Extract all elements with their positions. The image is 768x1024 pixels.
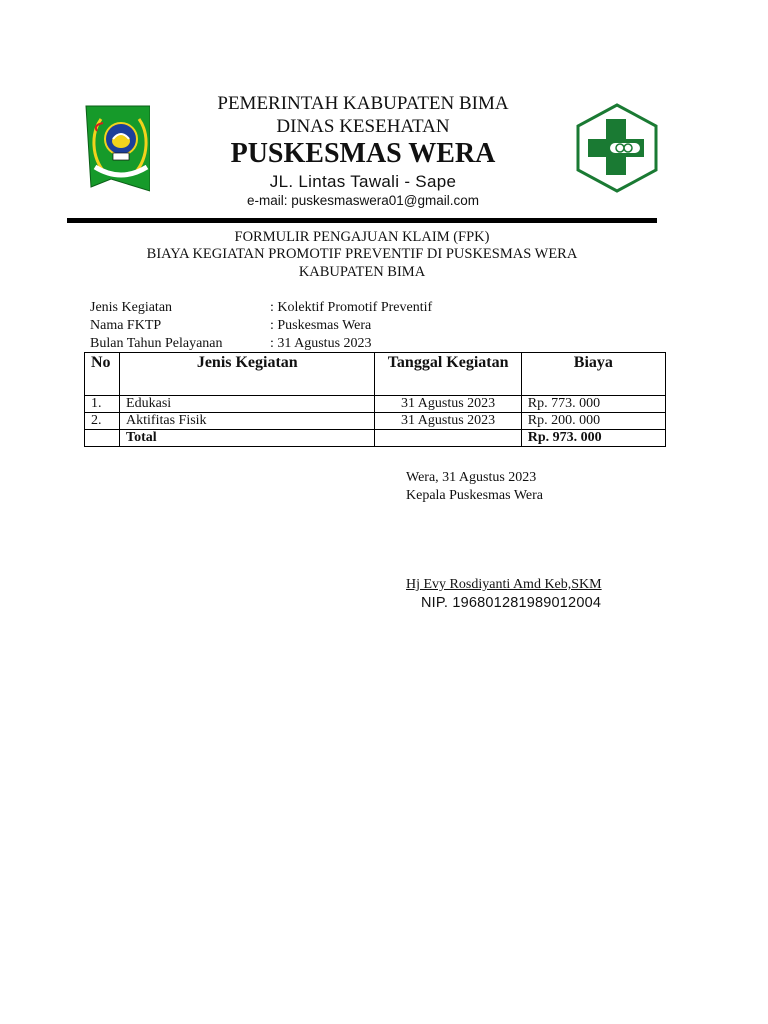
form-region: KABUPATEN BIMA — [298, 264, 426, 280]
info-value: : Puskesmas Wera — [270, 318, 372, 333]
row-cost: Rp. 773. 000 — [521, 396, 665, 413]
info-value: : Kolektif Promotif Preventif — [270, 300, 433, 315]
row-cost: Rp. 200. 000 — [521, 413, 665, 430]
info-row-service-month — [90, 336, 372, 352]
header-date: Tanggal Kegiatan — [375, 353, 521, 396]
header-no: No — [85, 353, 120, 396]
organization-heading: PUSKESMAS WERA — [230, 138, 496, 169]
total-date-cell — [375, 430, 521, 447]
signature-place-date: Wera, 31 Agustus 2023 — [406, 470, 537, 485]
header-cost: Biaya — [521, 353, 665, 396]
signatory-name: Hj Evy Rosdiyanti Amd Keb,SKM — [406, 577, 602, 592]
government-heading: PEMERINTAH KABUPATEN BIMA — [217, 93, 509, 114]
address-line: JL. Lintas Tawali - Sape — [269, 172, 457, 191]
signatory-nip: NIP. 196801281989012004 — [421, 595, 602, 611]
row-date: 31 Agustus 2023 — [375, 396, 521, 413]
form-subtitle: BIAYA KEGIATAN PROMOTIF PREVENTIF DI PUSKESMAS WERA — [146, 246, 578, 262]
table-row — [85, 413, 666, 430]
total-value: Rp. 973. 000 — [521, 430, 665, 447]
info-value: : 31 Agustus 2023 — [270, 336, 372, 351]
row-no: 1. — [85, 396, 120, 413]
puskesmas-logo-icon — [576, 103, 658, 193]
info-label: Bulan Tahun Pelayanan — [90, 336, 223, 351]
signature-position: Kepala Puskesmas Wera — [406, 488, 544, 503]
row-activity: Edukasi — [120, 396, 375, 413]
form-title: FORMULIR PENGAJUAN KLAIM (FPK) — [234, 229, 490, 245]
department-heading: DINAS KESEHATAN — [276, 116, 450, 137]
row-date: 31 Agustus 2023 — [375, 413, 521, 430]
info-label: Jenis Kegiatan — [90, 300, 173, 315]
email-line: e-mail: puskesmaswera01@gmail.com — [246, 193, 480, 208]
row-activity: Aktifitas Fisik — [120, 413, 375, 430]
info-row-activity-type — [90, 300, 433, 316]
total-no-cell — [85, 430, 120, 447]
table-total-row — [85, 430, 666, 447]
table-row — [85, 396, 666, 413]
header-activity: Jenis Kegiatan — [120, 353, 375, 396]
bima-regency-emblem-icon — [83, 103, 150, 197]
total-label: Total — [120, 430, 375, 447]
row-no: 2. — [85, 413, 120, 430]
header-divider — [67, 218, 657, 223]
info-label: Nama FKTP — [90, 318, 162, 333]
claims-table — [84, 352, 666, 447]
info-row-fktp-name — [90, 318, 372, 334]
table-header-row — [85, 353, 666, 396]
